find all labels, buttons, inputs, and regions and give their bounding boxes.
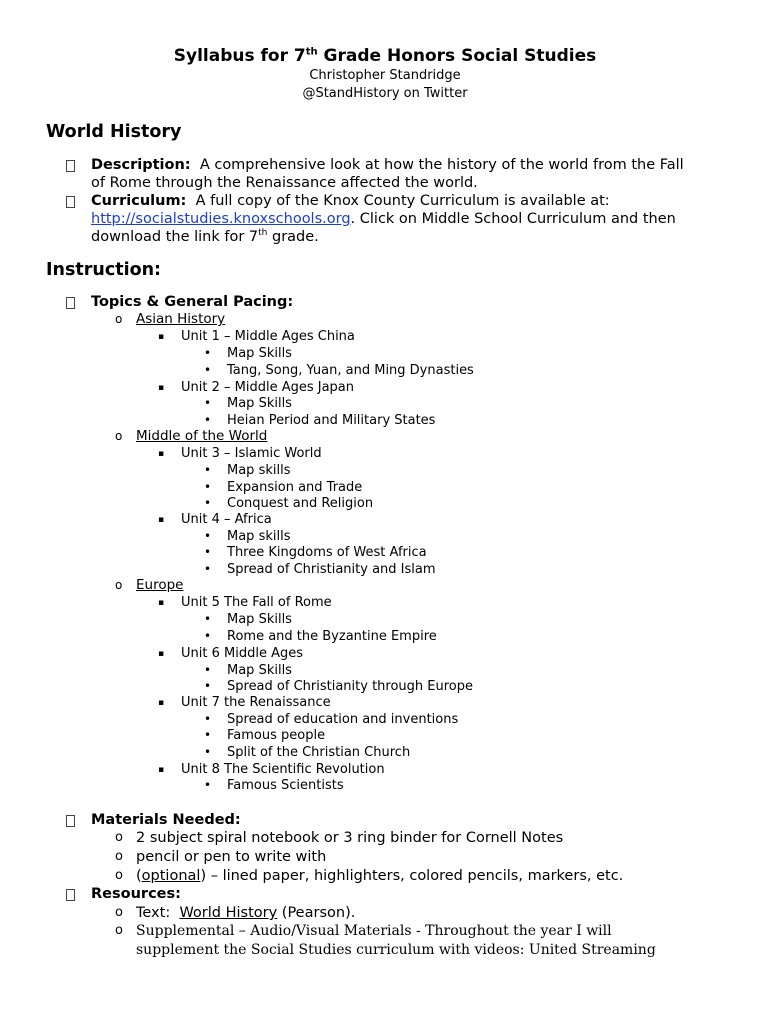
unit-name: Unit 5 The Fall of Rome xyxy=(181,595,332,610)
unit-name: Unit 2 – Middle Ages Japan xyxy=(181,380,355,395)
dot-bullet-icon: • xyxy=(204,463,212,477)
topic-text: Map Skills xyxy=(227,346,292,361)
curriculum-text: A full copy of the Knox County Curriculum is available at: xyxy=(195,193,610,209)
checkbox-icon xyxy=(66,815,75,827)
unit-name: Unit 1 – Middle Ages China xyxy=(181,329,355,344)
dot-bullet-icon: • xyxy=(204,562,212,576)
dot-bullet-icon: • xyxy=(204,346,212,360)
topics-label: Topics & General Pacing: xyxy=(91,294,294,310)
topic-text: Map Skills xyxy=(227,612,292,627)
topic-text: Spread of education and inventions xyxy=(227,712,459,727)
circle-bullet-icon: o xyxy=(115,923,123,938)
unit-name: Unit 4 – Africa xyxy=(181,512,272,527)
instruction-heading: Instruction: xyxy=(46,260,162,280)
material-text: 2 subject spiral notebook or 3 ring binder for Cornell Notes xyxy=(136,830,564,846)
dot-bullet-icon: • xyxy=(204,663,212,677)
topic-text: Map Skills xyxy=(227,663,292,678)
resource-book-title: World History xyxy=(179,905,278,921)
title-text: Syllabus for 7 xyxy=(173,46,306,66)
circle-bullet-icon: o xyxy=(115,830,123,845)
topic-text: Map skills xyxy=(227,463,291,478)
unit-name: Unit 3 – Islamic World xyxy=(181,446,322,461)
topic-text: Spread of Christianity and Islam xyxy=(227,562,436,577)
dot-bullet-icon: • xyxy=(204,529,212,543)
dot-bullet-icon: • xyxy=(204,363,212,377)
section-name: Middle of the World xyxy=(136,428,268,444)
square-bullet-icon: ▪ xyxy=(158,332,165,342)
square-bullet-icon: ▪ xyxy=(158,765,165,775)
dot-bullet-icon: • xyxy=(204,712,212,726)
material-optional: optional xyxy=(141,868,201,884)
section-name: Europe xyxy=(136,577,184,593)
checkbox-icon xyxy=(66,297,75,309)
checkbox-icon xyxy=(66,889,75,901)
circle-bullet-icon: o xyxy=(115,429,123,443)
dot-bullet-icon: • xyxy=(204,612,212,626)
topic-text: Famous Scientists xyxy=(227,778,344,793)
dot-bullet-icon: • xyxy=(204,745,212,759)
square-bullet-icon: ▪ xyxy=(158,598,165,608)
dot-bullet-icon: • xyxy=(204,629,212,643)
world-history-heading: World History xyxy=(46,122,182,142)
unit-name: Unit 6 Middle Ages xyxy=(181,646,303,661)
resource-supplemental: Supplemental – Audio/Visual Materials - Throughout the year I will xyxy=(136,923,612,939)
circle-bullet-icon: o xyxy=(115,905,123,920)
topic-text: Heian Period and Military States xyxy=(227,413,436,428)
resource-text: Text: xyxy=(136,905,180,921)
circle-bullet-icon: o xyxy=(115,868,123,883)
square-bullet-icon: ▪ xyxy=(158,449,165,459)
topic-text: Expansion and Trade xyxy=(227,480,363,495)
materials-label: Materials Needed: xyxy=(91,812,241,828)
description-text-2: of Rome through the Renaissance affected the world. xyxy=(91,175,478,191)
topic-text: Spread of Christianity through Europe xyxy=(227,679,473,694)
material-paren: ( xyxy=(136,868,142,884)
description-text: A comprehensive look at how the history of the world from the Fall xyxy=(199,157,684,173)
dot-bullet-icon: • xyxy=(204,413,212,427)
dot-bullet-icon: • xyxy=(204,496,212,510)
circle-bullet-icon: o xyxy=(115,578,123,592)
topic-text: Conquest and Religion xyxy=(227,496,374,511)
square-bullet-icon: ▪ xyxy=(158,383,165,393)
topic-text: Split of the Christian Church xyxy=(227,745,411,760)
curriculum-superscript: th xyxy=(258,228,268,239)
unit-name: Unit 7 the Renaissance xyxy=(181,695,331,710)
dot-bullet-icon: • xyxy=(204,396,212,410)
twitter-handle: @StandHistory on Twitter xyxy=(302,86,468,101)
topic-text: Famous people xyxy=(227,728,326,743)
topic-text: Tang, Song, Yuan, and Ming Dynasties xyxy=(227,363,474,378)
curriculum-line3-rest: grade. xyxy=(267,229,319,245)
curriculum-link[interactable]: http://socialstudies.knoxschools.org xyxy=(91,211,351,227)
section-name: Asian History xyxy=(136,311,226,327)
author-name: Christopher Standridge xyxy=(309,68,461,83)
description-label: Description: xyxy=(91,157,191,173)
title-superscript: th xyxy=(305,46,318,58)
page-title xyxy=(0,44,770,68)
topic-text: Three Kingdoms of West Africa xyxy=(227,545,427,560)
checkbox-icon xyxy=(66,160,75,172)
circle-bullet-icon: o xyxy=(115,312,123,326)
curriculum-link-after: . Click on Middle School Curriculum and then xyxy=(350,211,676,227)
resources-label: Resources: xyxy=(91,886,181,902)
dot-bullet-icon: • xyxy=(204,728,212,742)
square-bullet-icon: ▪ xyxy=(158,698,165,708)
topic-text: Map Skills xyxy=(227,396,292,411)
unit-name: Unit 8 The Scientific Revolution xyxy=(181,762,385,777)
material-text: ) – lined paper, highlighters, colored pencils, markers, etc. xyxy=(200,868,624,884)
circle-bullet-icon: o xyxy=(115,849,123,864)
square-bullet-icon: ▪ xyxy=(158,515,165,525)
dot-bullet-icon: • xyxy=(204,480,212,494)
curriculum-line3-text: download the link for 7 xyxy=(91,229,259,245)
material-text: pencil or pen to write with xyxy=(136,849,327,865)
square-bullet-icon: ▪ xyxy=(158,649,165,659)
title-text-rest: Grade Honors Social Studies xyxy=(317,46,597,66)
curriculum-label: Curriculum: xyxy=(91,193,187,209)
topic-text: Map skills xyxy=(227,529,291,544)
topic-text: Rome and the Byzantine Empire xyxy=(227,629,437,644)
resource-text: (Pearson). xyxy=(277,905,356,921)
dot-bullet-icon: • xyxy=(204,679,212,693)
dot-bullet-icon: • xyxy=(204,545,212,559)
dot-bullet-icon: • xyxy=(204,778,212,792)
checkbox-icon xyxy=(66,196,75,208)
resource-supplemental-2: supplement the Social Studies curriculum with videos: United Streaming xyxy=(136,942,656,958)
